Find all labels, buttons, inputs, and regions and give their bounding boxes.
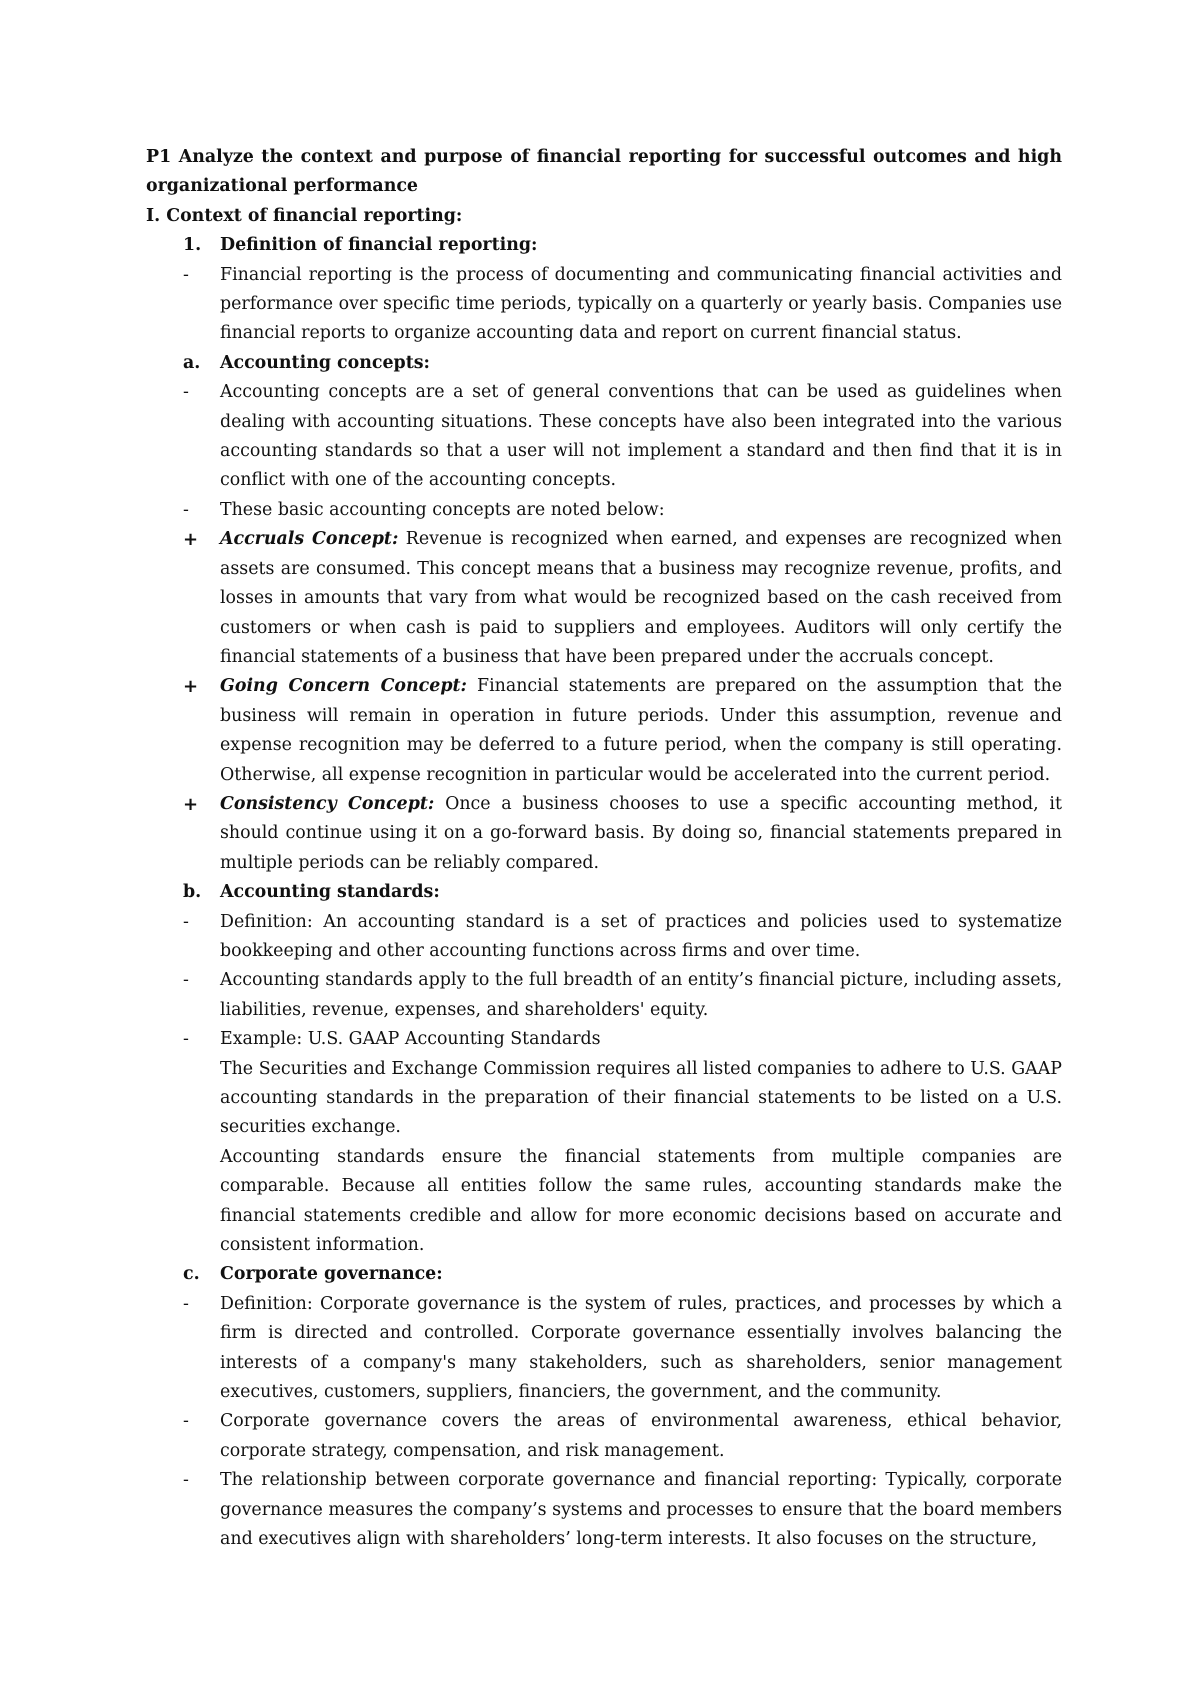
concepts-text-1: Accounting concepts are a set of general conventions that can be used as guidelines when dealing with accounting situations. These concepts have also been integrated into the various accounting standards so that a user will not implement a standard and then find that it is in conflict with one of the accounting concepts.: [220, 382, 1062, 491]
consistency-concept-text: Once a business chooses to use a specific accounting method, it should continue using it on a go-forward basis. By doing so, financial statements prepared in multiple periods can be reliably compared.: [220, 793, 1062, 873]
governance-text-2: Corporate governance covers the areas of environmental awareness, ethical behavior, corporate strategy, compensation, and risk management.: [220, 1411, 1062, 1461]
going-concern-item: [146, 672, 1062, 790]
letter-marker: c.: [183, 1264, 200, 1285]
standards-text-2: Accounting standards apply to the full breadth of an entity’s financial picture, including assets, liabilities, revenue, expenses, and shareholders' equity.: [220, 970, 1062, 1020]
letter-marker: b.: [183, 882, 202, 903]
definition-heading: [146, 231, 1062, 260]
consistency-concept-item: [146, 790, 1062, 878]
consistency-concept-lead: Consistency Concept:: [220, 793, 435, 814]
governance-heading: [146, 1260, 1062, 1289]
dash-marker: -: [183, 911, 189, 932]
concepts-heading: [146, 349, 1062, 378]
going-concern-text: Financial statements are prepared on the assumption that the business will remain in operation in future periods. Under this assumption, revenue and expense recognition may be deferred to a future period, when the company is still operating. Otherwise, all expense recognition in particular would be accelerated into the current period.: [220, 676, 1062, 785]
standards-heading: [146, 878, 1062, 907]
standards-paragraph-3: [146, 1025, 1062, 1054]
letter-marker: a.: [183, 352, 201, 373]
standards-text-3: Example: U.S. GAAP Accounting Standards: [220, 1029, 601, 1050]
standards-continuation-1: The Securities and Exchange Commission requires all listed companies to adhere to U.S. GAAP accounting standards in the preparation of their financial statements to be listed on a U.S. securities exchange.: [220, 1058, 1062, 1138]
concepts-paragraph-2: [146, 496, 1062, 525]
dash-marker: -: [183, 382, 189, 403]
plus-marker: +: [183, 529, 199, 551]
accruals-concept-item: [146, 525, 1062, 672]
dash-marker: -: [183, 264, 189, 285]
governance-text-1: Definition: Corporate governance is the system of rules, practices, and processes by which a firm is directed and controlled. Corporate governance essentially involves balancing the interests of a company's many stakeholders, such as shareholders, senior management executives, customers, suppliers, financiers, the government, and the community.: [220, 1293, 1062, 1403]
standards-paragraph-2: [146, 966, 1062, 1025]
dash-marker: -: [183, 1029, 189, 1050]
concepts-paragraph-1: [146, 378, 1062, 496]
document-page: [146, 143, 1062, 1555]
going-concern-lead: Going Concern Concept:: [220, 676, 467, 697]
standards-continuation-2: Accounting standards ensure the financial statements from multiple companies are comparable. Because all entities follow the same rules, accounting standards make the financial statements credible and allow for more economic decisions based on accurate and consistent information.: [220, 1146, 1062, 1256]
standards-heading-text: Accounting standards:: [220, 882, 440, 903]
standards-paragraph-1: [146, 908, 1062, 967]
standards-text-1: Definition: An accounting standard is a set of practices and policies used to systematize bookkeeping and other accounting functions across firms and over time.: [220, 911, 1062, 961]
section-heading: I. Context of financial reporting:: [146, 205, 463, 226]
governance-paragraph-3: [146, 1466, 1062, 1554]
accruals-concept-lead: Accruals Concept:: [220, 529, 399, 550]
dash-marker: -: [183, 1293, 189, 1314]
dash-marker: -: [183, 499, 189, 520]
plus-marker: +: [183, 676, 199, 698]
plus-marker: +: [183, 793, 199, 815]
governance-paragraph-2: [146, 1407, 1062, 1466]
dash-marker: -: [183, 1411, 189, 1432]
accruals-concept-text: Revenue is recognized when earned, and expenses are recognized when assets are consumed. This concept means that a business may recognize revenue, profits, and losses in amounts that vary from what would be recognized based on the cash received from customers or when cash is paid to suppliers and employees. Auditors will only certify the financial statements of a business that have been prepared under the accruals concept.: [220, 529, 1062, 667]
number-marker: 1.: [183, 235, 202, 256]
governance-text-3: The relationship between corporate governance and financial reporting: Typically, corporate governance measures the company’s systems and processes to ensure that the board members and executives align with shareholders’ long-term interests. It also focuses on the structure,: [220, 1470, 1062, 1550]
concepts-heading-text: Accounting concepts:: [220, 352, 430, 373]
definition-heading-text: Definition of financial reporting:: [220, 235, 538, 256]
document-title: P1 Analyze the context and purpose of financial reporting for successful outcomes and high organizational performance: [146, 147, 1062, 197]
governance-paragraph-1: [146, 1290, 1062, 1408]
governance-heading-text: Corporate governance:: [220, 1264, 443, 1285]
definition-paragraph: [146, 261, 1062, 349]
definition-text: Financial reporting is the process of documenting and communicating financial activities and performance over specific time periods, typically on a quarterly or yearly basis. Companies use financial reports to organize accounting data and report on current financial status.: [220, 264, 1062, 344]
concepts-text-2: These basic accounting concepts are noted below:: [220, 499, 665, 520]
dash-marker: -: [183, 1470, 189, 1491]
dash-marker: -: [183, 970, 189, 991]
